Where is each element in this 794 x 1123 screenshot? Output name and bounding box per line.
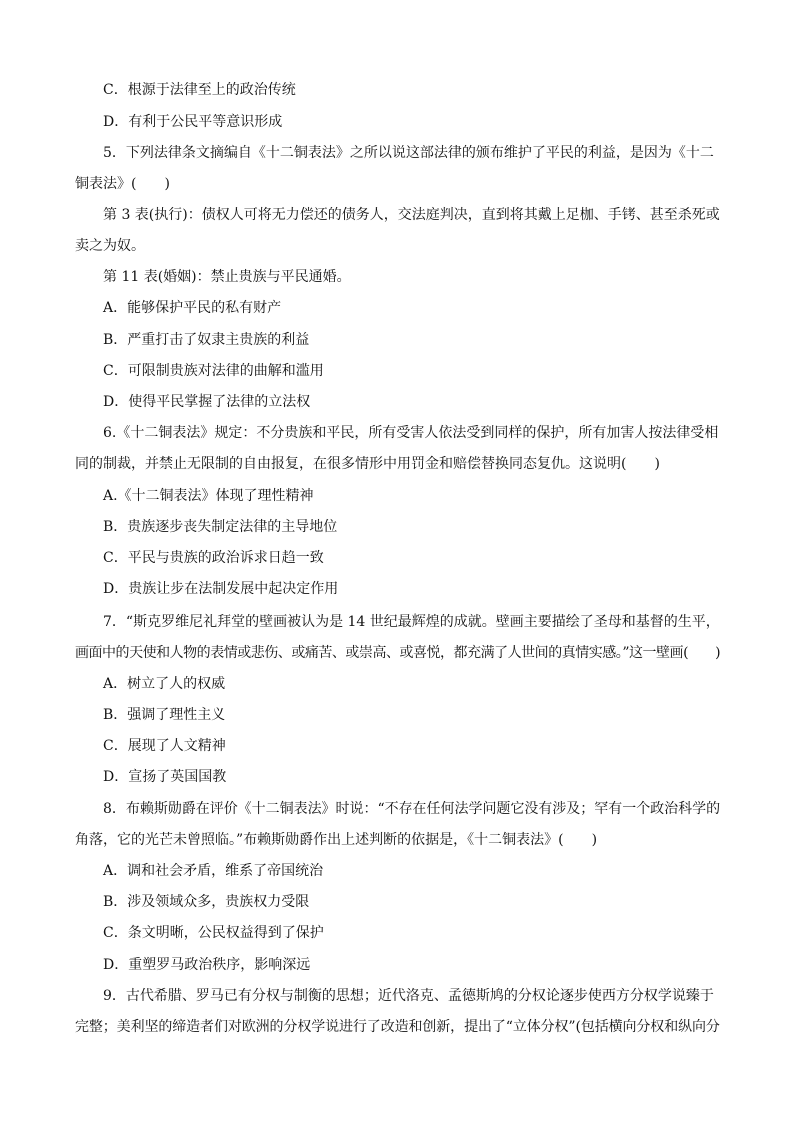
question-stem-line: 9．古代希腊、罗马已有分权与制衡的思想；近代洛克、孟德斯鸠的分权论逐步使西方分权学说臻于 <box>103 988 714 1004</box>
option-d: D．贵族让步在法制发展中起决定作用 <box>103 581 339 597</box>
quoted-law-text: 第 3 表(执行)：债权人可将无力偿还的债务人，交法庭判决，直到将其戴上足枷、手铐、甚至杀死或 <box>103 207 720 223</box>
option-a: A．能够保护平民的私有财产 <box>103 300 282 316</box>
option-c: C．平民与贵族的政治诉求日趋一致 <box>103 550 324 566</box>
question-stem-line: 完整；美利坚的缔造者们对欧洲的分权学说进行了改造和创新，提出了“立体分权”(包括横向分权和纵向分 <box>75 1019 720 1035</box>
option-a: A．树立了人的权威 <box>103 676 226 692</box>
option-b: B．贵族逐步丧失制定法律的主导地位 <box>103 519 338 535</box>
question-stem-line: 8．布赖斯勋爵在评价《十二铜表法》时说：“不存在任何法学问题它没有涉及；罕有一个政治科学的 <box>103 801 721 817</box>
quoted-law-text: 卖之为奴。 <box>75 238 145 254</box>
option-d: D．宣扬了英国国教 <box>103 769 227 785</box>
question-stem-line: 角落，它的光芒未曾照临。”布赖斯勋爵作出上述判断的依据是，《十二铜表法》( ) <box>75 832 598 848</box>
option-a: A．调和社会矛盾，维系了帝国统治 <box>103 863 324 879</box>
quoted-law-text: 第 11 表(婚姻)：禁止贵族与平民通婚。 <box>103 269 351 285</box>
question-stem-line: 5．下列法律条文摘编自《十二铜表法》之所以说这部法律的颁布维护了平民的利益，是因为《十二 <box>103 145 714 161</box>
option-d: D．使得平民掌握了法律的立法权 <box>103 394 311 410</box>
question-stem-line: 7．“斯克罗维尼礼拜堂的壁画被认为是 14 世纪最辉煌的成就。壁画主要描绘了圣母和基督的生平， <box>103 614 720 630</box>
option-d: D．有利于公民平等意识形成 <box>103 114 283 130</box>
option-a: A.《十二铜表法》体现了理性精神 <box>103 488 314 504</box>
option-c: C．条文明晰，公民权益得到了保护 <box>103 925 324 941</box>
question-stem-line: 6.《十二铜表法》规定：不分贵族和平民，所有受害人依法受到同样的保护，所有加害人按法律受相 <box>103 425 719 441</box>
option-c: C．根源于法律至上的政治传统 <box>103 82 296 98</box>
option-d: D．重塑罗马政治秩序，影响深远 <box>103 957 311 973</box>
option-b: B．涉及领域众多，贵族权力受限 <box>103 894 310 910</box>
option-c: C．可限制贵族对法律的曲解和滥用 <box>103 363 324 379</box>
option-c: C．展现了人文精神 <box>103 738 226 754</box>
question-stem-line: 画面中的天使和人物的表情或悲伤、或痛苦、或崇高、或喜悦，都充满了人世间的真情实感。”这一壁画( ) <box>75 645 721 661</box>
option-b: B．严重打击了奴隶主贵族的利益 <box>103 332 310 348</box>
question-stem-line: 同的制裁，并禁止无限制的自由报复，在很多情形中用罚金和赔偿替换同态复仇。这说明( ) <box>75 456 660 472</box>
option-b: B．强调了理性主义 <box>103 707 226 723</box>
question-stem-line: 铜表法》( ) <box>75 176 170 192</box>
